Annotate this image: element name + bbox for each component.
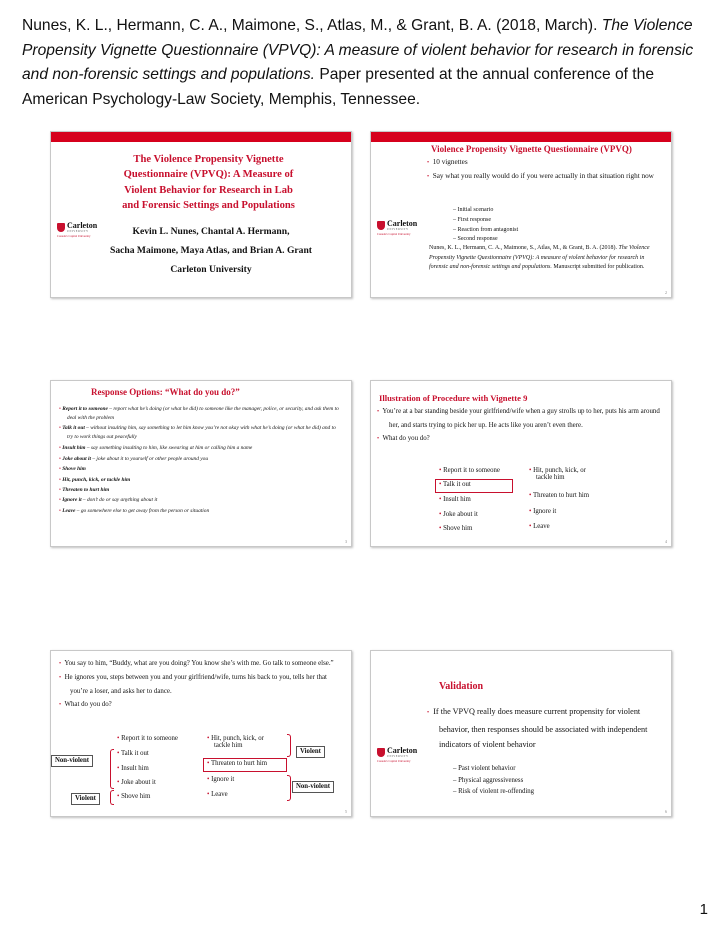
option-hit: • Hit, punch, kick, or tackle him bbox=[529, 467, 586, 481]
option-joke: • Joke about it bbox=[117, 779, 156, 786]
option-threaten: • Threaten to hurt him bbox=[207, 760, 268, 767]
option-insult: • Insult him bbox=[439, 496, 471, 503]
slide-5 bbox=[50, 650, 352, 817]
citation-title: The Violence Propensity Vignette Questionnaire (VPVQ): A measure of violent behavior for research in forensic and non-forensic settings and populations. bbox=[22, 17, 694, 83]
slide-number: 2 bbox=[665, 290, 667, 295]
slide2-title: Violence Propensity Vignette Questionnaire (VPVQ) bbox=[431, 144, 632, 154]
slide3-title: Response Options: “What do you do?” bbox=[91, 387, 240, 397]
slide2-reference: Nunes, K. L., Hermann, C. A., Maimone, S., Atlas, M., & Grant, B. A. (2018). The Violence Propensity Vignette Questionnaire (VPVQ): A measure of violent behavior for research in forensic and non-forensic settings and populations. Manuscript submitted for publication. bbox=[429, 245, 650, 270]
violent-label: Violent bbox=[296, 746, 325, 758]
slide5-bullets: • You say to him, “Buddy, what are you doing? You know she’s with me. Go talk to someone else.” • He ignores you, steps between you and your girlfriend/wife, turns his back to you, tells her that you’re a loser, and asks her to dance. • What do you do? bbox=[59, 660, 334, 708]
slide2-subitems: – Initial scenario – First response – Reaction from antagonist – Second response bbox=[453, 207, 519, 243]
citation-header bbox=[22, 14, 702, 112]
carleton-logo: Carleton UNIVERSITY Canada's Capital University bbox=[57, 221, 98, 238]
slide-number: 3 bbox=[345, 539, 347, 544]
carleton-logo: Carleton UNIVERSITY Canada's Capital University bbox=[377, 746, 418, 763]
bracket bbox=[110, 790, 114, 805]
slide6-subitems: – Past violent behavior – Physical aggressiveness – Risk of violent re-offending bbox=[453, 765, 535, 795]
shield-icon bbox=[377, 748, 385, 757]
slide-number: 5 bbox=[345, 809, 347, 814]
violent-label: Violent bbox=[71, 793, 100, 805]
option-report: • Report it to someone bbox=[439, 467, 500, 474]
non-violent-label: Non-violent bbox=[51, 755, 93, 767]
slide-3 bbox=[50, 380, 352, 547]
option-shove: • Shove him bbox=[439, 525, 473, 532]
slide-header-bar bbox=[51, 132, 351, 142]
slide-2 bbox=[370, 131, 672, 298]
slide-header-bar bbox=[371, 132, 671, 142]
option-talk: • Talk it out bbox=[439, 481, 471, 488]
option-ignore: • Ignore it bbox=[207, 776, 235, 783]
bracket bbox=[287, 775, 291, 801]
shield-icon bbox=[377, 221, 385, 230]
citation-authors: Nunes, K. L., Hermann, C. A., Maimone, S., Atlas, M., & Grant, B. A. (2018, March). bbox=[22, 17, 602, 34]
slide6-bullets: • If the VPVQ really does measure current propensity for violent behavior, then responses should be associated with independent indicators of violent behavior bbox=[427, 707, 648, 749]
bracket bbox=[110, 749, 114, 789]
shield-icon bbox=[57, 223, 65, 232]
option-leave: • Leave bbox=[529, 523, 550, 530]
slide1-authors: Kevin L. Nunes, Chantal A. Hermann, Sacha Maimone, Maya Atlas, and Brian A. Grant Carleton University bbox=[109, 226, 312, 275]
option-insult: • Insult him bbox=[117, 765, 149, 772]
option-threaten: • Threaten to hurt him bbox=[529, 492, 590, 499]
slide4-bullets: • You’re at a bar standing beside your girlfriend/wife when a guy strolls up to her, puts his arm around her, and starts trying to pick her up. He acts like you aren’t even there. • What do you do? bbox=[377, 408, 660, 442]
option-hit: • Hit, punch, kick, or tackle him bbox=[207, 735, 264, 749]
slide-number: 6 bbox=[665, 809, 667, 814]
slide-1 bbox=[50, 131, 352, 298]
slide-4 bbox=[370, 380, 672, 547]
carleton-logo: Carleton UNIVERSITY Canada's Capital University bbox=[377, 219, 418, 236]
page-number: 1 bbox=[699, 901, 708, 918]
option-ignore: • Ignore it bbox=[529, 508, 557, 515]
slide2-bullets: • 10 vignettes • Say what you really would do if you were actually in that situation right now bbox=[427, 158, 654, 180]
citation-venue: Paper presented at the annual conference of the American Psychology-Law Society, Memphis, Tennessee. bbox=[22, 66, 654, 108]
slide-number: 4 bbox=[665, 539, 667, 544]
option-report: • Report it to someone bbox=[117, 735, 178, 742]
slide-6 bbox=[370, 650, 672, 817]
option-leave: • Leave bbox=[207, 791, 228, 798]
slide6-title: Validation bbox=[439, 681, 484, 692]
slide1-title: The Violence Propensity Vignette Questionnaire (VPVQ): A Measure of Violent Behavior for Research in Lab and Forensic Settings and Populations bbox=[122, 154, 295, 212]
option-shove: • Shove him bbox=[117, 793, 151, 800]
option-talk: • Talk it out bbox=[117, 750, 149, 757]
slide4-title: Illustration of Procedure with Vignette 9 bbox=[379, 393, 528, 403]
option-joke: • Joke about it bbox=[439, 511, 478, 518]
bracket bbox=[287, 734, 291, 757]
response-options-list: • Report it to someone – report what he’s doing (or what he did) to someone like the manager, police, or security, and ask them to deal with the problem • Talk it out – without insulting him, say something to let him know you’re not okay with what he’s doing (or what he did) and to try to work things out peacefully • Insult him – say something insulting to him, like swearing at him or calling him a name • Joke about it – joke about it to yourself or other people around you • Shove him • Hit, punch, kick, or tackle him • Threaten to hurt him • Ignore it – don’t do or say anything about it • Leave – go somewhere else to get away from the person or situation bbox=[59, 406, 339, 514]
non-violent-label: Non-violent bbox=[292, 781, 334, 793]
